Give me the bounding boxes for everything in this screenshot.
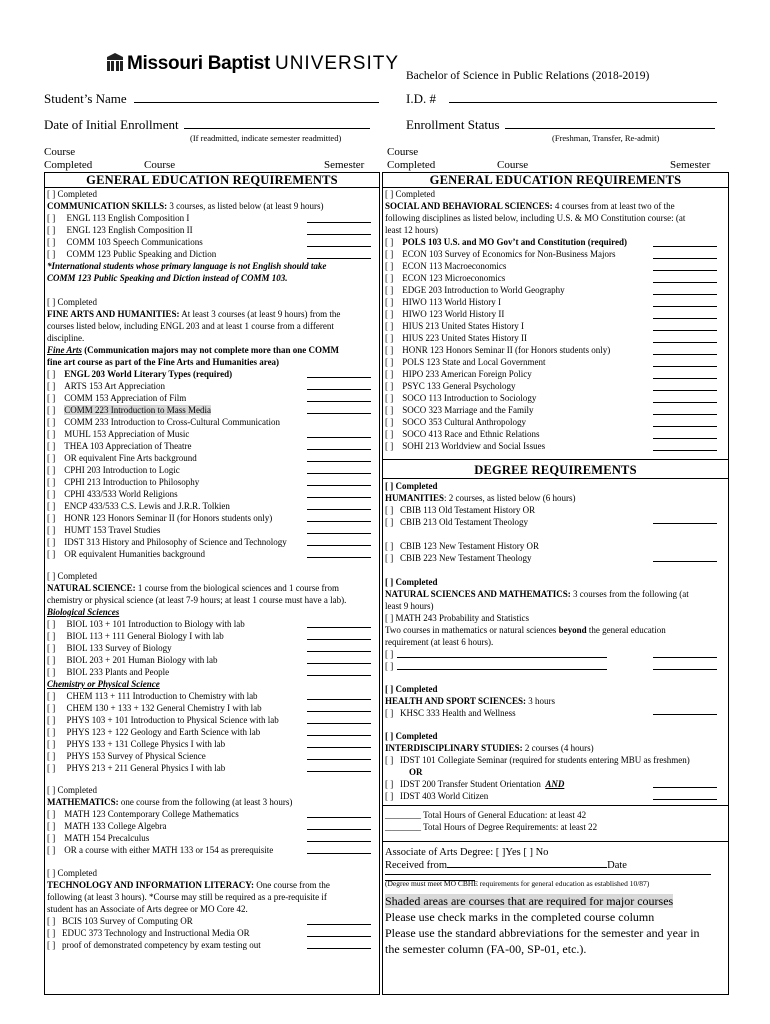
social-item[interactable]: [ ] HIUS 223 United States History II <box>385 333 527 343</box>
social-item[interactable]: [ ] HONR 123 Honors Seminar II (for Honors students only) <box>385 345 611 355</box>
semester-col-head-right: Semester <box>670 159 711 171</box>
fine-arts-section: [ ] Completed FINE ARTS AND HUMANITIES: At least 3 courses (at least 9 hours) from the courses listed below, including ENGL 203 and at least 1 course from a different discipline. Fine Arts (Communication majors may not complete more than one COMM fine art course as part of the Fine Arts and Humanities area) [ ] ENGL 203 World Literary Types (required) [ ] ARTS 153 Art Appreciation [ ] COMM 153 Appreciation of Film [ ] COMM 223 Introduction to Mass Media [ ] COMM 233 Introduction to Cross-Cultural Communication [ ] MUHL 153 Appreciation of Music [ ] THEA 103 Appreciation of Theatre [ ] OR equivalent Fine Arts background [ ] CPHI 203 Introduction to Logic [ ] CPHI 213 Introduction to Philosophy [ ] CPHI 433/533 World Religions [ ] ENCP 433/533 C.S. Lewis and J.R.R. Tolkien [ ] HONR 123 Honors Seminar II (for Honors students only) [ ] HUMT 153 Travel Studies [ ] IDST 313 History and Philosophy of Science and Technology [ ] OR equivalent Humanities background <box>47 296 377 560</box>
hum-item[interactable]: [ ] CBIB 113 Old Testament History OR <box>385 505 536 515</box>
logo-emblem-icon <box>106 52 124 72</box>
communication-note: *International students whose primary language is not English should take <box>47 261 327 271</box>
comm-item[interactable]: [ ] COMM 103 Speech Communications <box>47 237 203 247</box>
fine-arts-item[interactable]: [ ] OR equivalent Fine Arts background <box>47 453 197 463</box>
footer-notes <box>385 893 700 957</box>
nat-math-blank[interactable]: [ ] <box>385 649 394 659</box>
right-column <box>382 172 729 995</box>
social-item[interactable]: [ ] SOCO 113 Introduction to Sociology <box>385 393 537 403</box>
social-item[interactable]: [ ] HIPO 233 American Foreign Policy <box>385 369 532 379</box>
social-item[interactable]: [ ] ECON 123 Microeconomics <box>385 273 506 283</box>
initial-enrollment-label: Date of Initial Enrollment <box>44 117 179 132</box>
fine-arts-item[interactable]: [ ] CPHI 213 Introduction to Philosophy <box>47 477 200 487</box>
fine-arts-item[interactable]: [ ] ARTS 153 Art Appreciation <box>47 381 165 391</box>
communication-desc: 3 courses, as listed below (at least 9 hours) <box>167 201 324 211</box>
math-item[interactable]: [ ] MATH 123 Contemporary College Mathematics <box>47 809 239 819</box>
social-item[interactable]: [ ] SOHI 213 Worldview and Social Issues <box>385 441 546 451</box>
social-item[interactable]: [ ] POLS 103 U.S. and MO Gov’t and Constitution (required) <box>385 237 627 247</box>
bio-item[interactable]: [ ] BIOL 233 Plants and People <box>47 667 170 677</box>
fine-arts-item[interactable]: [ ] THEA 103 Appreciation of Theatre <box>47 441 192 451</box>
student-name-label: Student’s Name <box>44 91 127 106</box>
humanities-completed-check[interactable]: [ ] Completed <box>385 481 438 491</box>
idst-item[interactable]: [ ] IDST 101 Collegiate Seminar (required for students entering MBU as freshmen) <box>385 755 690 765</box>
course-col-head-right2: Course <box>497 159 529 171</box>
fine-arts-item[interactable]: [ ] ENCP 433/533 C.S. Lewis and J.R.R. Tolkien <box>47 501 230 511</box>
completed-col-head-right: Completed <box>387 159 436 171</box>
hum-item[interactable]: [ ] CBIB 123 New Testament History OR <box>385 541 539 551</box>
semester-col-head-left: Semester <box>324 159 365 171</box>
health-section: [ ] Completed HEALTH AND SPORT SCIENCES: 3 hours [ ] KHSC 333 Health and Wellness <box>385 683 725 719</box>
interdisciplinary-completed-check[interactable]: [ ] Completed <box>385 731 438 741</box>
technology-completed-check[interactable]: [ ] Completed <box>47 868 97 878</box>
social-item[interactable]: [ ] SOCO 353 Cultural Anthropology <box>385 417 527 427</box>
social-item[interactable]: [ ] EDGE 203 Introduction to World Geography <box>385 285 565 295</box>
status-note: (Freshman, Transfer, Re-admit) <box>552 133 660 143</box>
total-gen-ed: Total Hours of General Education: at least 42 <box>423 810 587 820</box>
natural-science-section: [ ] Completed NATURAL SCIENCE: 1 course from the biological sciences and 1 course from chemistry or physical science (at least 7-9 hours; at least 1 course must have a lab). Biological Sciences [ ] BIOL 103 + 101 Introduction to Biology with lab [ ] BIOL 113 + 111 General Biology I with lab [ ] BIOL 133 Survey of Biology [ ] BIOL 203 + 201 Human Biology with lab [ ] BIOL 233 Plants and People Chemistry or Physical Science [ ] CHEM 113 + 111 Introduction to Chemistry with lab [ ] CHEM 130 + 133 + 132 General Chemistry I with lab [ ] PHYS 103 + 101 Introduction to Physical Science with lab [ ] PHYS 123 + 122 Geology and Earth Science with lab [ ] PHYS 133 + 131 College Physics I with lab [ ] PHYS 153 Survey of Physical Science [ ] PHYS 213 + 211 General Physics I with lab <box>47 570 377 774</box>
chem-item[interactable]: [ ] PHYS 103 + 101 Introduction to Physical Science with lab <box>47 715 279 725</box>
humanities-section: [ ] Completed HUMANITIES: 2 courses, as listed below (6 hours) [ ] CBIB 113 Old Testament History OR [ ] CBIB 213 Old Testament Theology [ ] CBIB 123 New Testament History OR [ ] CBIB 223 New Testament Theology <box>385 480 725 564</box>
id-label: I.D. # <box>406 91 436 106</box>
mathematics-section: [ ] Completed MATHEMATICS: one course from the following (at least 3 hours) [ ] MATH 123 Contemporary College Mathematics [ ] MATH 133 College Algebra [ ] MATH 154 Precalculus [ ] OR a course with either MATH 133 or 154 as prerequisite <box>47 784 377 856</box>
chem-item[interactable]: [ ] PHYS 123 + 122 Geology and Earth Science with lab <box>47 727 261 737</box>
idst-item[interactable]: [ ] IDST 403 World Citizen <box>385 791 489 801</box>
fine-arts-item[interactable]: [ ] CPHI 433/533 World Religions <box>47 489 178 499</box>
communication-completed-check[interactable]: [ ] Completed <box>47 189 97 199</box>
fine-arts-item[interactable]: [ ] ENGL 203 World Literary Types (required) <box>47 369 233 379</box>
associate-degree-line[interactable]: Associate of Arts Degree: [ ]Yes [ ] No <box>385 847 549 858</box>
social-item[interactable]: [ ] POLS 123 State and Local Government <box>385 357 546 367</box>
math-item[interactable]: [ ] MATH 154 Precalculus <box>47 833 150 843</box>
nat-math-item[interactable]: [ ] MATH 243 Probability and Statistics <box>385 613 529 623</box>
logo-brand: Missouri Baptist <box>127 53 270 74</box>
nat-math-section: [ ] Completed NATURAL SCIENCES AND MATHEMATICS: 3 courses from the following (at least 9 hours) [ ] MATH 243 Probability and Statistics Two courses in mathematics or natural sciences beyond the general education requirement (at least 6 hours). [ ] [ ] <box>385 576 725 672</box>
chem-item[interactable]: [ ] PHYS 153 Survey of Physical Science <box>47 751 206 761</box>
chem-item[interactable]: [ ] PHYS 213 + 211 General Physics I with lab <box>47 763 226 773</box>
comm-item[interactable]: [ ] ENGL 113 English Composition I <box>47 213 190 223</box>
idst-item[interactable]: [ ] IDST 200 Transfer Student Orientation AND <box>385 779 565 789</box>
tech-item[interactable]: [ ] BCIS 103 Survey of Computing OR <box>47 916 193 926</box>
initial-enrollment-field[interactable] <box>44 117 370 133</box>
id-field[interactable] <box>406 91 717 107</box>
hum-item[interactable]: [ ] CBIB 213 Old Testament Theology <box>385 517 529 527</box>
readmit-note: (If readmitted, indicate semester readmitted) <box>190 133 342 143</box>
social-item[interactable]: [ ] ECON 103 Survey of Economics for Non-Business Majors <box>385 249 616 259</box>
fine-arts-item[interactable]: [ ] OR equivalent Humanities background <box>47 549 205 559</box>
nat-math-completed-check[interactable]: [ ] Completed <box>385 577 438 587</box>
bio-item[interactable]: [ ] BIOL 203 + 201 Human Biology with lab <box>47 655 218 665</box>
comm-item[interactable]: [ ] COMM 123 Public Speaking and Diction <box>47 249 217 259</box>
logo-university: UNIVERSITY <box>274 53 400 74</box>
check-note: Please use check marks in the completed course column <box>385 910 655 924</box>
abbrev-note-2: the semester column (FA-00, SP-01, etc.). <box>385 942 587 956</box>
fine-arts-completed-check[interactable]: [ ] Completed <box>47 297 97 307</box>
social-item[interactable]: [ ] SOCO 413 Race and Ethnic Relations <box>385 429 540 439</box>
social-section: [ ] Completed SOCIAL AND BEHAVIORAL SCIENCES: 4 courses from at least two of the following disciplines as listed below, including U.S. & MO Constitution course: (at least 12 hours) [ ] POLS 103 U.S. and MO Gov’t and Constitution (required) [ ] ECON 103 Survey of Economics for Non-Business Majors [ ] ECON 113 Macroeconomics [ ] ECON 123 Microeconomics [ ] EDGE 203 Introduction to World Geography [ ] HIWO 113 World History I [ ] HIWO 123 World History II [ ] HIUS 213 United States History I [ ] HIUS 223 United States History II [ ] HONR 123 Honors Seminar II (for Honors students only) [ ] POLS 123 State and Local Government [ ] HIPO 233 American Foreign Policy [ ] PSYC 133 General Psychology [ ] SOCO 113 Introduction to Sociology [ ] SOCO 323 Marriage and the Family [ ] SOCO 353 Cultural Anthropology [ ] SOCO 413 Race and Ethnic Relations [ ] SOHI 213 Worldview and Social Issues <box>385 188 725 452</box>
social-item[interactable]: [ ] HIUS 213 United States History I <box>385 321 524 331</box>
fine-arts-item[interactable]: [ ] HONR 123 Honors Seminar II (for Honors students only) <box>47 513 273 523</box>
fine-arts-item[interactable]: [ ] COMM 223 Introduction to Mass Media <box>47 405 211 415</box>
social-completed-check[interactable]: [ ] Completed <box>385 189 435 199</box>
shaded-legend: Shaded areas are courses that are required for major courses <box>385 894 674 908</box>
university-logo <box>106 52 399 75</box>
course-col-head-right: Course <box>387 146 419 158</box>
communication-title: COMMUNICATION SKILLS: <box>47 201 168 211</box>
mathematics-completed-check[interactable]: [ ] Completed <box>47 785 97 795</box>
total-degree: Total Hours of Degree Requirements: at least 22 <box>423 822 598 832</box>
fine-arts-item[interactable]: [ ] IDST 313 History and Philosophy of Science and Technology <box>47 537 287 547</box>
received-from-line[interactable]: Received from Date <box>385 859 715 885</box>
degree-note: (Degree must meet MO CBHE requirements for general education as established 10/87) <box>385 879 650 888</box>
comm-item[interactable]: [ ] ENGL 123 English Composition II <box>47 225 193 235</box>
fine-arts-item[interactable]: [ ] HUMT 153 Travel Studies <box>47 525 161 535</box>
communication-note2: COMM 123 Public Speaking and Diction instead of COMM 103. <box>47 273 288 283</box>
enrollment-status-field[interactable] <box>406 117 715 133</box>
course-col-head-left2: Course <box>144 159 176 171</box>
social-item[interactable]: [ ] HIWO 113 World History I <box>385 297 502 307</box>
bio-item[interactable]: [ ] BIOL 113 + 111 General Biology I with lab <box>47 631 224 641</box>
bio-item[interactable]: [ ] BIOL 133 Survey of Biology <box>47 643 172 653</box>
fine-arts-item[interactable]: [ ] COMM 153 Appreciation of Film <box>47 393 187 403</box>
course-col-head-left: Course <box>44 146 76 158</box>
social-item[interactable]: [ ] ECON 113 Macroeconomics <box>385 261 507 271</box>
hum-item[interactable]: [ ] CBIB 223 New Testament Theology <box>385 553 532 563</box>
abbrev-note: Please use the standard abbreviations for the semester and year in <box>385 926 700 940</box>
tech-item[interactable]: [ ] proof of demonstrated competency by exam testing out <box>47 940 261 950</box>
chem-item[interactable]: [ ] CHEM 130 + 133 + 132 General Chemistry I with lab <box>47 703 262 713</box>
left-gen-ed-heading: GENERAL EDUCATION REQUIREMENTS <box>86 173 338 187</box>
right-gen-ed-heading: GENERAL EDUCATION REQUIREMENTS <box>429 173 682 187</box>
communication-section <box>47 188 377 284</box>
degree-heading: DEGREE REQUIREMENTS <box>474 463 637 477</box>
chem-item[interactable]: [ ] CHEM 113 + 111 Introduction to Chemistry with lab <box>47 691 258 701</box>
technology-section: [ ] Completed TECHNOLOGY AND INFORMATION LITERACY: One course from the following (at least 3 hours). *Course may still be required as a pre-requisite if student has an Associate of Arts degree or MO Core 42. [ ] BCIS 103 Survey of Computing OR [ ] EDUC 373 Technology and Instructional Media OR [ ] proof of demonstrated competency by exam testing out <box>47 867 377 951</box>
tech-item[interactable]: [ ] EDUC 373 Technology and Instructional Media OR <box>47 928 250 938</box>
program-title: Bachelor of Science in Public Relations (2018-2019) <box>406 70 650 82</box>
totals-section: ________ Total Hours of General Education: at least 42 ________ Total Hours of Degree Requirements: at least 22 <box>385 810 598 832</box>
math-item[interactable]: [ ] MATH 133 College Algebra <box>47 821 167 831</box>
health-item[interactable]: [ ] KHSC 333 Health and Wellness <box>385 708 516 718</box>
student-name-field[interactable] <box>44 91 379 107</box>
left-column <box>44 172 380 995</box>
social-item[interactable]: [ ] SOCO 323 Marriage and the Family <box>385 405 534 415</box>
health-completed-check[interactable]: [ ] Completed <box>385 684 438 694</box>
social-item[interactable]: [ ] PSYC 133 General Psychology <box>385 381 516 391</box>
fine-arts-item[interactable]: [ ] COMM 233 Introduction to Cross-Cultural Communication <box>47 417 280 427</box>
fine-arts-item[interactable]: [ ] CPHI 203 Introduction to Logic <box>47 465 180 475</box>
social-item[interactable]: [ ] HIWO 123 World History II <box>385 309 505 319</box>
nat-math-blank[interactable]: [ ] <box>385 661 394 671</box>
math-item[interactable]: [ ] OR a course with either MATH 133 or 154 as prerequisite <box>47 845 274 855</box>
chem-item[interactable]: [ ] PHYS 133 + 131 College Physics I with lab <box>47 739 226 749</box>
fine-arts-item[interactable]: [ ] MUHL 153 Appreciation of Music <box>47 429 190 439</box>
natural-science-completed-check[interactable]: [ ] Completed <box>47 571 97 581</box>
completed-col-head-left: Completed <box>44 159 93 171</box>
interdisciplinary-section: [ ] Completed INTERDISCIPLINARY STUDIES: 2 courses (4 hours) [ ] IDST 101 Collegiate Seminar (required for students entering MBU as freshmen) OR [ ] IDST 200 Transfer Student Orientation AND [ ] IDST 403 World Citizen <box>385 730 725 802</box>
bio-item[interactable]: [ ] BIOL 103 + 101 Introduction to Biology with lab <box>47 619 245 629</box>
enrollment-status-label: Enrollment Status <box>406 117 500 132</box>
